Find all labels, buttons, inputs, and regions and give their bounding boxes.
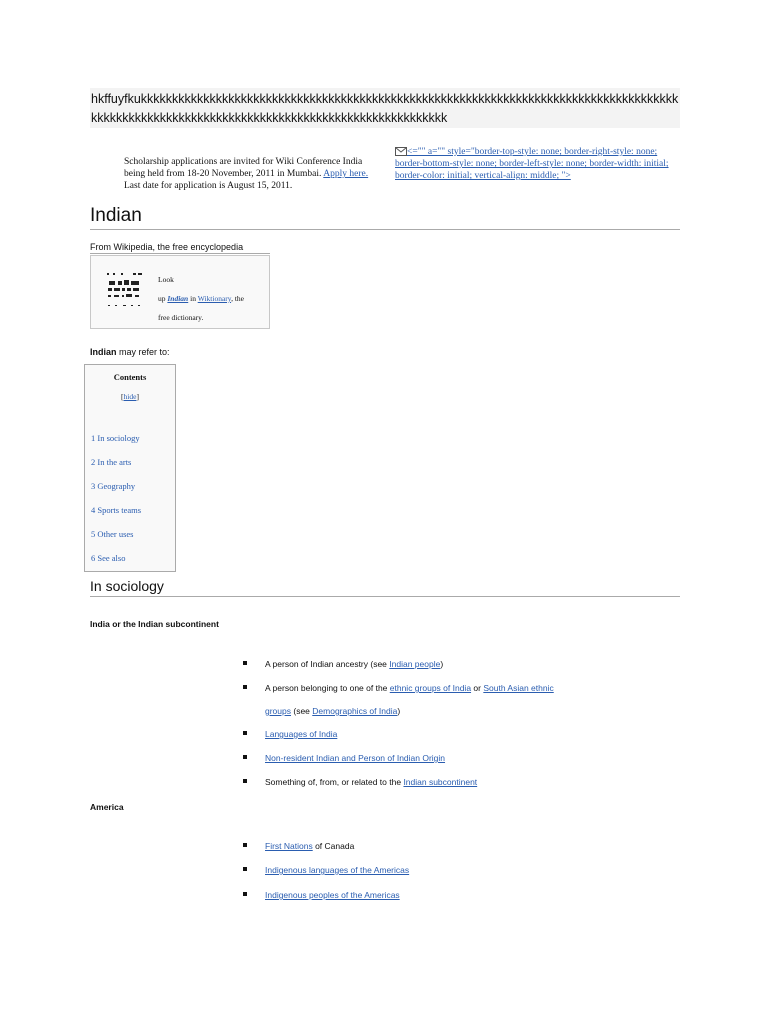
wiktionary-logo (105, 270, 145, 310)
non-resident-indian-link[interactable]: Non-resident Indian and Person of Indian Origin (265, 753, 446, 763)
garbled-link-text[interactable]: <="" a="" style="border-top-style: none; border-right-style: none; border-bottom-style: none; border-left-style: none; border-width: initial; border-color: initial; vertical-align: middle; "> (395, 147, 669, 181)
toc-item-arts[interactable]: 2 In the arts (91, 457, 132, 467)
south-asian-ethnic-groups-link-cont[interactable]: groups (265, 706, 291, 716)
list-item: First Nations of Canada (265, 841, 645, 851)
list-item: Something of, from, or related to the Indian subcontinent (265, 777, 645, 787)
list-item: A person belonging to one of the ethnic groups of India or South Asian ethnic (265, 683, 645, 693)
notice-deadline-text: Last date for application is August 15, 2011. (124, 181, 293, 191)
wiktionary-text: Look up Indian in Wiktionary, the free dictionary. (158, 275, 244, 322)
first-nations-link[interactable]: First Nations (265, 841, 313, 851)
wiktionary-box (90, 255, 270, 329)
list-item-continuation: groups (see Demographics of India) (265, 706, 401, 716)
toc-item-geography[interactable]: 3 Geography (91, 481, 136, 491)
list-item (265, 890, 645, 900)
toc-hide-link[interactable]: hide (123, 392, 137, 401)
south-asian-ethnic-groups-link[interactable]: South Asian ethnic (483, 683, 554, 693)
indian-subcontinent-link[interactable]: Indian subcontinent (403, 777, 478, 787)
toc-item-sociology[interactable]: 1 In sociology (91, 433, 140, 443)
subheading-america: America (90, 802, 124, 812)
scholarship-notice (124, 156, 369, 192)
notice-text: Scholarship applications are invited for Wiki Conference India being held from 18-20 November, 2011 in Mumbai. (124, 157, 363, 179)
languages-of-india-link[interactable]: Languages of India (265, 729, 338, 739)
intro-sentence: Indian may refer to: (90, 347, 170, 357)
page-title: Indian (90, 205, 680, 230)
list-item: A person of Indian ancestry (see Indian people) (265, 659, 645, 669)
list-item (265, 753, 645, 763)
indigenous-peoples-link[interactable]: Indigenous peoples of the Americas (265, 890, 400, 900)
indigenous-languages-link[interactable]: Indigenous languages of the Americas (265, 865, 410, 875)
apply-here-link[interactable]: Apply here. (323, 169, 369, 179)
banner-text: hkffuyfkukkkkkkkkkkkkkkkkkkkkkkkkkkkkkkkkkkkkkkkkkkkkkkkkkkkkkkkkkkkkkkkkkkkkkkkkkkkkkkkkkkkkkkkkkkkkkkkkkkkkkkkkkkkkkkkkkkkkkkkkkkkkkkkkkkkkkkkkkkkkkkk (91, 92, 679, 125)
toc-hide-toggle: [hide] (121, 392, 139, 401)
list-item (265, 729, 645, 739)
toc-item-see-also[interactable]: 6 See also (91, 553, 126, 563)
page-tagline: From Wikipedia, the free encyclopedia (90, 242, 270, 254)
toc-item-other-uses[interactable]: 5 Other uses (91, 529, 134, 539)
envelope-icon (395, 147, 407, 156)
toc-item-sports-teams[interactable]: 4 Sports teams (91, 505, 142, 515)
garbled-markup-link[interactable] (395, 146, 680, 182)
ethnic-groups-link[interactable]: ethnic groups of India (389, 683, 472, 693)
list-item (265, 865, 645, 875)
demographics-link[interactable]: Demographics of India (312, 706, 398, 716)
section-heading-sociology: In sociology (90, 578, 680, 597)
wiktionary-term-link[interactable]: Indian (167, 294, 189, 303)
header-banner (90, 88, 680, 128)
table-of-contents (84, 364, 176, 572)
toc-title: Contents (113, 372, 147, 382)
indian-people-link[interactable]: Indian people (389, 659, 441, 669)
subheading-india: India or the Indian subcontinent (90, 619, 219, 629)
wiktionary-link[interactable]: Wiktionary (197, 294, 232, 303)
